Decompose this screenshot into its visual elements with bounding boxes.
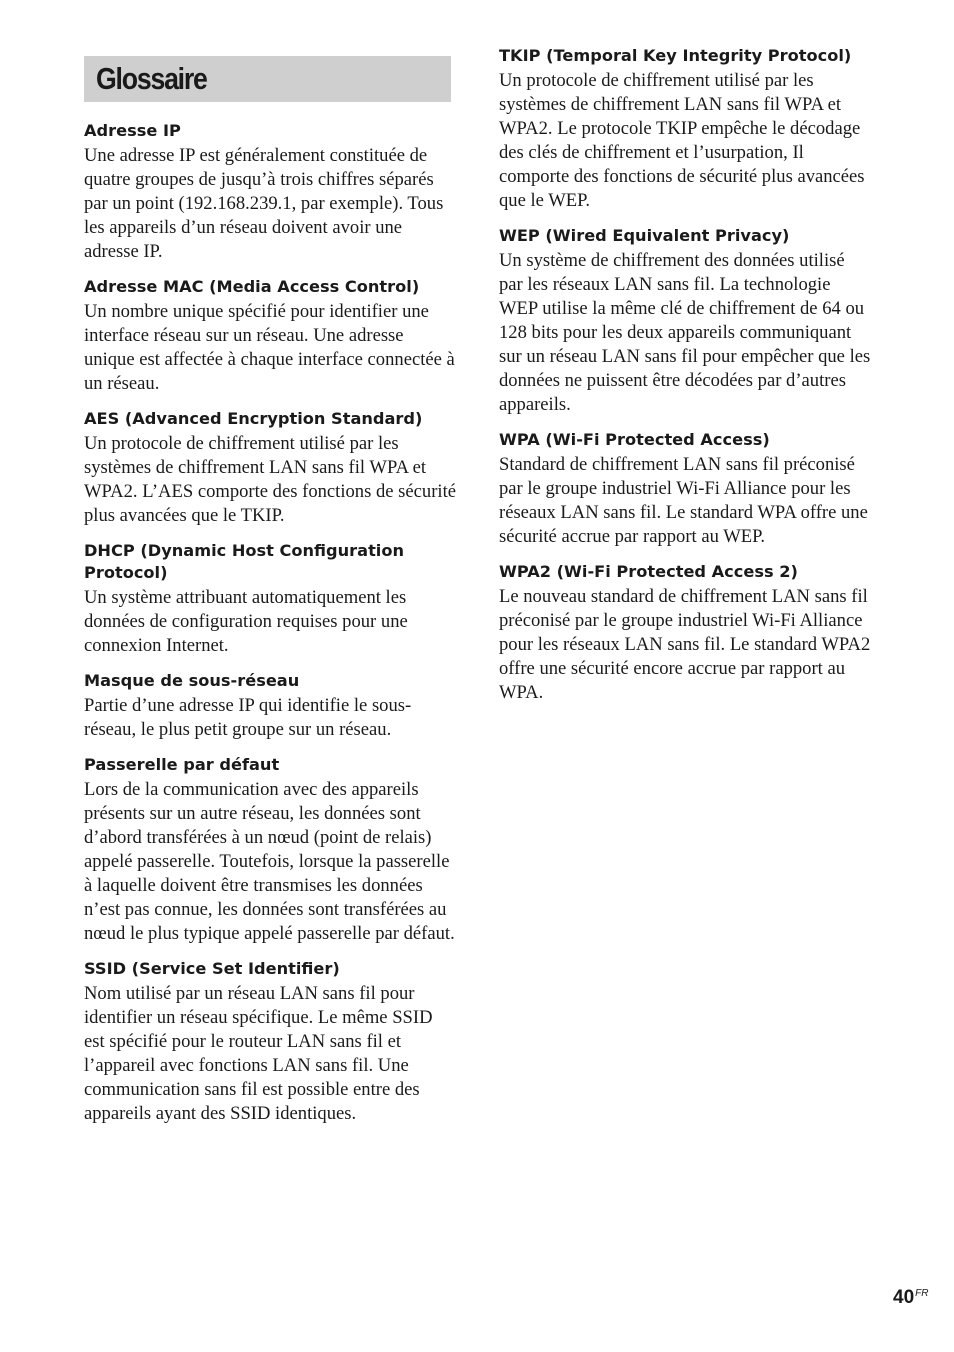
glossary-definition: Un nombre unique spécifié pour identifier une interface réseau sur un réseau. Une adresse unique est affectée à chaque interface connectée à un réseau. xyxy=(84,301,455,394)
glossary-entry xyxy=(84,276,456,396)
glossary-entry xyxy=(499,225,871,417)
glossary-entry xyxy=(84,958,456,1126)
glossary-definition: Le nouveau standard de chiffrement LAN sans fil préconisé par le groupe industriel Wi-Fi Alliance pour les réseaux LAN sans fil. Le standard WPA2 offre une sécurité encore accrue par rapport au WPA. xyxy=(499,586,871,703)
right-column xyxy=(499,45,871,717)
glossary-term: Masque de sous-réseau xyxy=(84,671,300,690)
glossary-term: DHCP (Dynamic Host Configuration Protocol) xyxy=(84,541,404,582)
glossary-entry xyxy=(499,561,871,705)
glossary-term: SSID (Service Set Identifier) xyxy=(84,959,340,978)
glossary-definition: Partie d’une adresse IP qui identifie le sous-réseau, le plus petit groupe sur un réseau. xyxy=(84,695,412,740)
glossary-entry xyxy=(499,429,871,549)
glossary-entry xyxy=(84,670,456,742)
glossary-term: WPA2 (Wi-Fi Protected Access 2) xyxy=(499,562,798,581)
glossary-entry xyxy=(84,540,456,658)
glossary-entry xyxy=(84,120,456,264)
glossary-definition: Un protocole de chiffrement utilisé par les systèmes de chiffrement LAN sans fil WPA et WPA2. Le protocole TKIP empêche le décodage des clés de chiffrement et l’usurpation, Il comporte des fonctions de sécurité plus avancées que le WEP. xyxy=(499,70,865,211)
glossary-term: Adresse IP xyxy=(84,121,181,140)
page-number xyxy=(893,1283,928,1309)
glossary-definition: Nom utilisé par un réseau LAN sans fil pour identifier un réseau spécifique. Le même SSID est spécifié pour le routeur LAN sans fil et l’appareil avec fonctions LAN sans fil. Une communication sans fil est possible entre des appareils ayant des SSID identiques. xyxy=(84,983,433,1124)
left-column xyxy=(84,120,456,1138)
glossary-entry xyxy=(84,754,456,946)
glossary-definition: Lors de la communication avec des appareils présents sur un autre réseau, les données sont d’abord transférées à un nœud (point de relais) appelé passerelle. Toutefois, lorsque la passerelle à laquelle doivent être transmises les données n’est pas connue, les données sont transférées au nœud le plus typique appelé passerelle par défaut. xyxy=(84,779,455,944)
page-number-suffix: FR xyxy=(915,1288,929,1299)
page-title: Glossaire xyxy=(96,61,207,96)
glossary-term: Adresse MAC (Media Access Control) xyxy=(84,277,420,296)
glossary-term: WPA (Wi-Fi Protected Access) xyxy=(499,430,770,449)
glossary-entry xyxy=(499,45,871,213)
glossary-term: TKIP (Temporal Key Integrity Protocol) xyxy=(499,46,852,65)
page-number-value: 40 xyxy=(893,1287,915,1308)
glossary-entry xyxy=(84,408,456,528)
glossary-definition: Un protocole de chiffrement utilisé par les systèmes de chiffrement LAN sans fil WPA et WPA2. L’AES comporte des fonctions de sécurité plus avancées que le TKIP. xyxy=(84,433,456,526)
glossary-definition: Standard de chiffrement LAN sans fil préconisé par le groupe industriel Wi-Fi Alliance pour les réseaux LAN sans fil. Le standard WPA offre une sécurité accrue par rapport au WEP. xyxy=(499,454,868,547)
glossary-term: Passerelle par défaut xyxy=(84,755,280,774)
glossary-term: WEP (Wired Equivalent Privacy) xyxy=(499,226,790,245)
glossary-definition: Un système attribuant automatiquement les données de configuration requises pour une connexion Internet. xyxy=(84,587,408,656)
glossary-definition: Une adresse IP est généralement constituée de quatre groupes de jusqu’à trois chiffres séparés par un point (192.168.239.1, par exemple). Tous les appareils d’un réseau doivent avoir une adresse IP. xyxy=(84,145,444,262)
glossary-term: AES (Advanced Encryption Standard) xyxy=(84,409,423,428)
glossary-definition: Un système de chiffrement des données utilisé par les réseaux LAN sans fil. La technologie WEP utilise la même clé de chiffrement de 64 ou 128 bits pour les deux appareils communiquant sur un réseau LAN sans fil pour empêcher que les données ne puissent être décodées par d’autres appareils. xyxy=(499,250,871,415)
section-title-bar xyxy=(84,56,451,102)
